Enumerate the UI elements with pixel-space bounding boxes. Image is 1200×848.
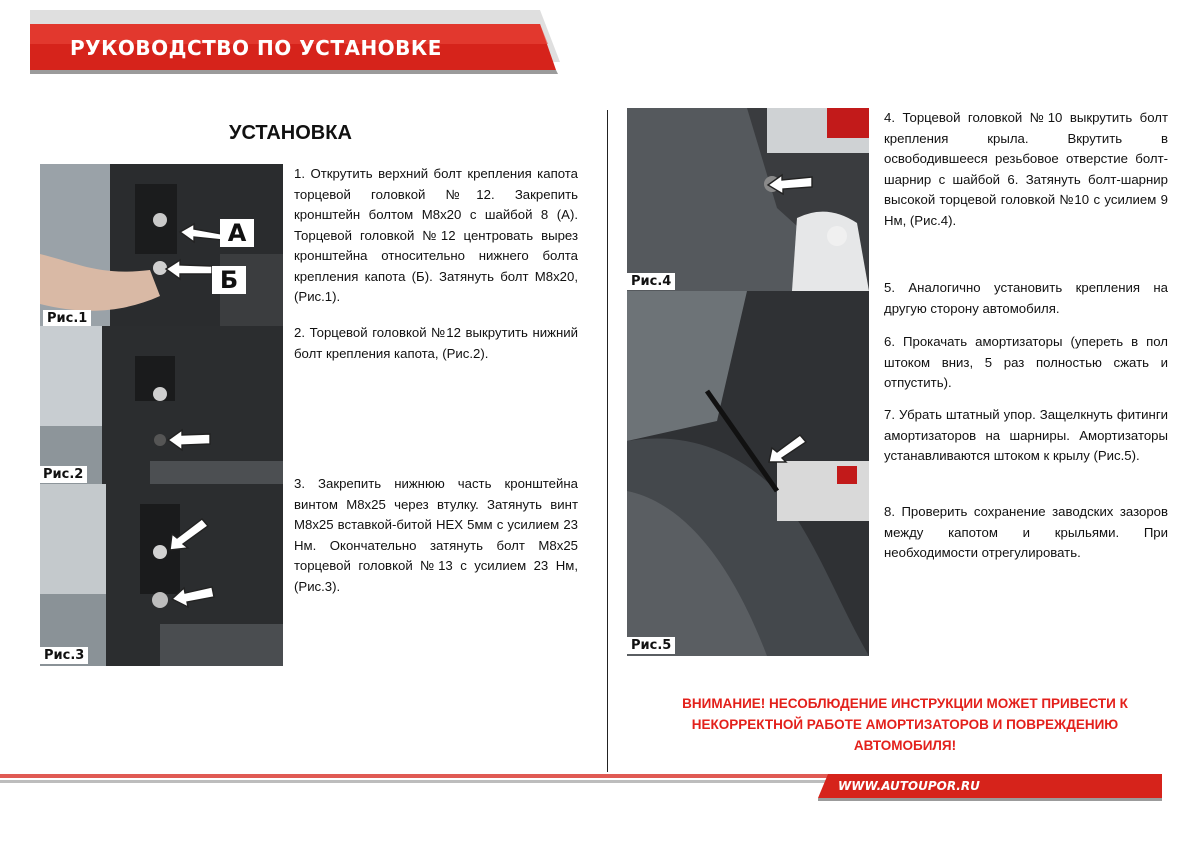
- step-4-text: 4. Торцевой головкой №10 выкрутить болт крепления крыла. Вкрутить в освободившееся резьбовое отверстие болт-шарнир с шайбой 6. Затянуть болт-шарнир высокой торцевой головкой №10 с усилием 9 Нм, (Рис.4).: [884, 110, 1168, 228]
- figure-1-label-a: А: [220, 219, 254, 247]
- arrow-icon: [164, 258, 214, 284]
- figure-5-caption: Рис.5: [627, 637, 675, 654]
- step-8-text: 8. Проверить сохранение заводских зазоров между капотом и крыльями. При необходимости отрегулировать.: [884, 504, 1168, 560]
- column-divider: [607, 110, 608, 772]
- step-2-text: 2. Торцевой головкой №12 выкрутить нижний болт крепления капота, (Рис.2).: [294, 325, 578, 361]
- footer-banner: [0, 764, 1200, 848]
- step-5-text: 5. Аналогично установить крепления на другую сторону автомобиля.: [884, 280, 1168, 316]
- figure-2-caption: Рис.2: [39, 466, 87, 483]
- figure-3-photo: [40, 484, 283, 666]
- figure-3-caption: Рис.3: [40, 647, 88, 664]
- figure-2-photo: [40, 326, 283, 484]
- figure-5-photo: [627, 291, 869, 656]
- step-1-text: 1. Открутить верхний болт крепления капота торцевой головкой №12. Закрепить кронштейн болтом М8х20 с шайбой 8 (А). Торцевой головкой №12 центровать вырез кронштейна относительно нижнего болта крепления капота (Б). Затянуть болт М8х20, (Рис.1).: [294, 166, 578, 304]
- arrow-icon: [766, 172, 814, 198]
- arrow-icon: [766, 432, 808, 468]
- step-6-text: 6. Прокачать амортизаторы (упереть в пол штоком вниз, 5 раз полностью сжать и отпустить).: [884, 334, 1168, 390]
- figure-1-label-b: Б: [212, 266, 246, 294]
- section-title: УСТАНОВКА: [229, 122, 352, 144]
- arrow-icon: [166, 428, 212, 454]
- step-3-text: 3. Закрепить нижнюю часть кронштейна винтом М8х25 через втулку. Затянуть винт М8х25 вставкой-битой HEX 5мм с усилием 23 Нм. Окончательно затянуть болт М8х25 торцевой головкой №13 с усилием 23 Нм, (Рис.3).: [294, 476, 578, 594]
- arrow-icon: [178, 222, 224, 250]
- arrow-icon: [166, 516, 212, 556]
- figure-4-caption: Рис.4: [627, 273, 675, 290]
- step-7-text: 7. Убрать штатный упор. Защелкнуть фитинги амортизаторов на шарниры. Амортизаторы устанавливаются штоком к крылу (Рис.5).: [884, 407, 1168, 463]
- footer-website: WWW.AUTOUPOR.RU: [838, 779, 980, 793]
- arrow-icon: [170, 585, 216, 611]
- figure-4-photo: [627, 108, 869, 291]
- figure-1-caption: Рис.1: [43, 310, 91, 327]
- document-title: РУКОВОДСТВО ПО УСТАНОВКЕ: [70, 36, 442, 60]
- warning-notice: ВНИМАНИЕ! НЕСОБЛЮДЕНИЕ ИНСТРУКЦИИ МОЖЕТ ПРИВЕСТИ К НЕКОРРЕКТНОЙ РАБОТЕ АМОРТИЗАТОРОВ И ПОВРЕЖДЕНИЮ АВТОМОБИЛЯ!: [682, 696, 1128, 753]
